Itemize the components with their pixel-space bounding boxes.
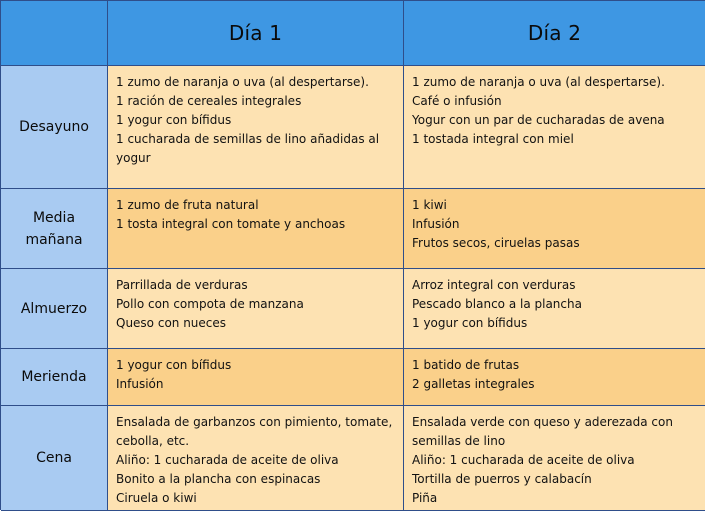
merienda-day1-cell: [108, 349, 404, 406]
table-cell-line: Tortilla de puerros y calabacín: [412, 472, 592, 486]
table-cell-line: 1 yogur con bífidus: [412, 316, 528, 330]
table-cell-line: Infusión: [116, 377, 164, 391]
table-cell-line: 2 galletas integrales: [412, 377, 535, 391]
table-corner-cell: [1, 1, 108, 66]
table-cell-line: 1 zumo de naranja o uva (al despertarse).: [412, 75, 665, 89]
table-cell-line: 1 tostada integral con miel: [412, 132, 574, 146]
table-cell-line: 1 ración de cereales integrales: [116, 94, 302, 108]
table-cell-line: 1 zumo de fruta natural: [116, 198, 259, 212]
table-cell-line: Bonito a la plancha con espinacas: [116, 472, 321, 486]
table-cell-line: Piña: [412, 491, 438, 505]
table-cell-line: Ensalada verde con queso y aderezada con semillas de lino: [412, 415, 673, 448]
column-header-day1: Día 1: [108, 1, 404, 66]
table-cell-line: Café o infusión: [412, 94, 502, 108]
table-cell-line: 1 cucharada de semillas de lino añadidas al yogur: [116, 132, 380, 165]
media-manana-day2-cell: [404, 189, 705, 269]
table-cell-line: Pescado blanco a la plancha: [412, 297, 582, 311]
table-cell-line: Aliño: 1 cucharada de aceite de oliva: [116, 453, 339, 467]
cena-day1-cell: [108, 406, 404, 511]
table-cell-line: Infusión: [412, 217, 460, 231]
cena-day2-cell: [404, 406, 705, 511]
merienda-day2-cell: [404, 349, 705, 406]
table-cell-line: Ciruela o kiwi: [116, 491, 197, 505]
table-cell-line: Yogur con un par de cucharadas de avena: [412, 113, 665, 127]
table-cell-line: 1 zumo de naranja o uva (al despertarse).: [116, 75, 369, 89]
table-cell-line: 1 kiwi: [412, 198, 447, 212]
table-cell-line: Ensalada de garbanzos con pimiento, tomate, cebolla, etc.: [116, 415, 393, 448]
table-cell-line: 1 tosta integral con tomate y anchoas: [116, 217, 346, 231]
row-label-media-manana: Media mañana: [1, 189, 108, 269]
desayuno-day2-cell: [404, 66, 705, 189]
almuerzo-day2-cell: [404, 269, 705, 349]
media-manana-day1-cell: [108, 189, 404, 269]
almuerzo-day1-cell: [108, 269, 404, 349]
table-cell-line: Pollo con compota de manzana: [116, 297, 304, 311]
table-cell-line: Aliño: 1 cucharada de aceite de oliva: [412, 453, 635, 467]
row-label-desayuno: Desayuno: [1, 66, 108, 189]
table-cell-line: 1 batido de frutas: [412, 358, 520, 372]
row-label-cena: Cena: [1, 406, 108, 511]
table-cell-line: Parrillada de verduras: [116, 278, 248, 292]
table-cell-line: 1 yogur con bífidus: [116, 358, 232, 372]
desayuno-day1-cell: [108, 66, 404, 189]
table-cell-line: 1 yogur con bífidus: [116, 113, 232, 127]
row-label-merienda: Merienda: [1, 349, 108, 406]
row-label-almuerzo: Almuerzo: [1, 269, 108, 349]
table-cell-line: Queso con nueces: [116, 316, 227, 330]
column-header-day2: Día 2: [404, 1, 705, 66]
table-cell-line: Frutos secos, ciruelas pasas: [412, 236, 580, 250]
table-cell-line: Arroz integral con verduras: [412, 278, 576, 292]
